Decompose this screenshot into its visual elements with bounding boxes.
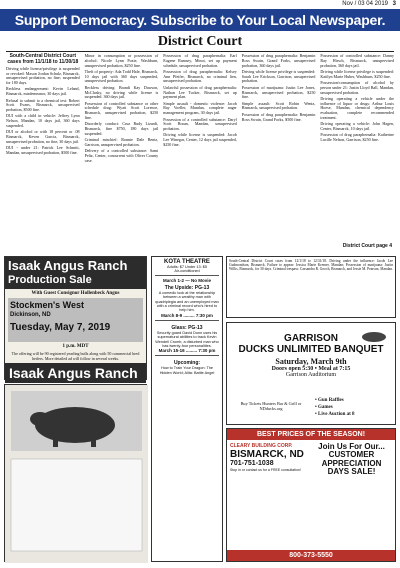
court-columns (6, 54, 394, 243)
court-entry: Possession of marijuana: Justin Lee Jones, Bismarck, unsupervised probation, $250 fine. (241, 84, 316, 100)
ticket-info: Buy Tickets Hunters Bar & Grill or NDducks.org (240, 401, 302, 411)
showing-3 (155, 355, 219, 375)
court-entry: Driving while license is suspended: Jacob Lee Winegar, Center, 12 days jail suspended, $250 fine. (163, 132, 237, 147)
court-entry: Simple assault: Scott Robin Wentz, Bismarck, unsupervised probation. (241, 100, 316, 111)
ad-footer: Isaak Angus Ranch (5, 363, 146, 383)
showing-1 (155, 275, 219, 318)
brand-name: CLEARY BUILDING CORP. (230, 443, 293, 449)
right-column (226, 256, 396, 318)
ad-date: Saturday, March 9th (275, 357, 347, 366)
page-number: 3 (392, 1, 396, 7)
court-entry: Disorderly conduct: Cruz Rudy Lizardi, Bismarck, fine $750, 180 days jail suspended. (84, 121, 159, 136)
showing-dates: March 1-2 — No Movie (162, 278, 211, 283)
court-entry: Possession of controlled substance: Danny Ray Hirsch, Bismarck, unsupervised probation, 360 days jail. (320, 53, 394, 68)
showing-desc: A comedic look at the relationship between a wealthy man with quadriplegia and an unemployed man with a criminal record who's hired to help him. (155, 291, 219, 313)
ad-right (311, 443, 392, 477)
feature-item: • Games (315, 405, 333, 410)
court-entry: DUI - under 21: Patrick Lee Schmitt, Mandan, unsupervised probation, $500 fine. (6, 145, 80, 155)
theatre-name: KOTA THEATRE (164, 259, 210, 265)
ducks-unlimited-ad (226, 322, 396, 425)
court-entry: Driving operating a vehicle under the influence of liquor or drugs: Arthur Louis Hoese, Mandan, chemical dependency evaluation, complete recommended treatment. (320, 95, 394, 120)
showing-2 (155, 320, 219, 353)
court-entry: Driving while license privilege is suspended: Sarah Lee Erickson, Garrison, unsupervised probation. (241, 68, 316, 84)
court-entry: Driving operating a vehicle: John Hagen, Center, Bismarck, 10 days jail. (320, 121, 394, 132)
court-entry: Refusal to submit to a chemical test: Robert Scott Evans, Bismarck, unsupervised probation, $500 fine. (6, 97, 80, 113)
court-entry: Theft of property: Ada Todd Hale, Bismarck, 10 days jail with 360 days suspended, unsupervised probation. (84, 68, 159, 84)
appreciation-sale: Join Us For Our... CUSTOMER APPRECIATION DAYS SALE! (318, 442, 385, 477)
ad-subtitle: Production Sale (8, 274, 92, 286)
court-entry: DUI with a child in vehicle: Jeffrey Lynn Nelson, Mandan, 10 days jail, 360 days suspended. (6, 113, 80, 128)
feature-item: • Gun Raffles (315, 398, 344, 403)
page-header (0, 0, 400, 8)
ad-topline: BEST PRICES OF THE SEASON! (227, 429, 395, 440)
showing-dates: March 15-16 ......... 7:30 pm (158, 348, 216, 354)
ad-consignor: With Guest Consignor Hollenbeck Angus (31, 291, 120, 296)
theatre-note: Air-conditioned (174, 269, 200, 273)
court-entry: Reckless driving: Brandi Kay Dawson, McClusky, no driving while license is suspended. 360 days jail. (84, 84, 159, 100)
court-cases-box: South-Central District Court cases from 12/1/18 to 12/31/18. Driving under the influence: Jacob Lee Gudmondson, Bismarck. Failure to appear: Jessica Marie Kremer, Mandan; Possession of marijuana: Justin Willis, Bismarck, for 30 days. Criminal trespass: Cassandra R. Gooch, Bismarck, and Jessie M. Pearson, Mandan. (226, 256, 396, 318)
showing-dates: March 8-9 ......... 7:30 pm (161, 312, 213, 318)
column-4 (242, 54, 316, 243)
showing-desc: How to Train Your Dragon: The Hidden World; Alita: Battle Angel (159, 366, 215, 375)
fine-print: Stop in or contact us for a FREE consultation! (230, 468, 301, 472)
feature-item: • Live Auction at 8 (315, 412, 355, 417)
court-entry: Driving while license/privilege is suspended or revoked: Mason Jordan Schulz, Bismarck, unsupervised probation, no fine; suspended for 180 days. (6, 65, 80, 86)
ad-location: Stockmen's West (10, 300, 84, 310)
court-entry: Criminal mischief: Ronnie Dale Bentz, Garrison, unsupervised probation. (84, 137, 159, 147)
court-entry: Unlawful possession of drug paraphernalia: Nathan Lee Tucker, Bismarck, set up payment plan. (163, 84, 237, 100)
court-entry: Possession of controlled substance or other schedule drug: Wyatt Scott Lorence, Bismarck, unsupervised probation, $250 fine. (84, 100, 159, 120)
stockmen-photo (4, 384, 147, 562)
court-entry: Possession of drug paraphernalia: Benjamin Ross Swain, Grand Forks, unsupervised probation, 360 days jail. (241, 53, 316, 68)
ad-event-box (8, 298, 143, 342)
cleary-building-ad (226, 428, 396, 562)
theatre-prices: Adults: $7 Under 13: $5 (167, 265, 207, 269)
isaak-angus-ad (4, 256, 147, 380)
showing-desc: Security guard David Dunn uses his supernatural abilities to track Kevin Wendell Crumb, a disturbed man who has twenty-four personalities. (155, 330, 219, 348)
column-1 (6, 54, 80, 243)
ad-body (227, 440, 395, 480)
court-entry: Possession/consumption of alcohol by person under 21: Justin Lloyd Ball, Mandan, unsupervised probation. (320, 80, 394, 95)
ad-time: Doors open 5:30 • Meal at 7:15 (271, 366, 351, 372)
ad-headline (5, 257, 146, 289)
issue-date: Nov / 03 04 2019 (342, 1, 388, 7)
court-entry: Simple assault - domestic violence: Jacob Ray Voeller, Mandan, complete anger management program, 30 days jail. (163, 100, 237, 116)
kota-theatre-ad (151, 256, 223, 562)
column-2 (85, 54, 159, 243)
court-entry: Delivery of a controlled substance: Sami Peltz, Center, concurrent with Oliver County case. (84, 148, 159, 163)
column-5 (320, 54, 394, 243)
showing-title: Upcoming: (173, 360, 201, 367)
ad-bottomline: 800-373-5550 (227, 550, 395, 561)
ad-left (230, 443, 311, 477)
court-entry: DUI or alcohol or with 18 percent or .08 Bismarck, Keven Garcia, Bismarck, unsupervised probation, no fine, 30 days jail. (6, 129, 80, 144)
ad-blurb: The offering will be 90 registered yearling bulls along with 50 commercial bred heifers. More detailed ad will follow in several weeks. (11, 351, 140, 361)
column-3 (163, 54, 237, 243)
city-name: BISMARCK, ND (230, 449, 304, 460)
ad-date: Tuesday, May 7, 2019 (10, 322, 111, 333)
continued-link[interactable]: District Court page 4 (342, 243, 392, 249)
ad-title: GARRISON (284, 333, 338, 344)
court-entry: Possession of drug paraphernalia: Earl Eugene Ramsey, Minot, set up payment schedule, unsupervised probation. (163, 53, 237, 68)
column-heading: South-Central District Court cases from 11/1/18 to 11/30/18 (7, 53, 79, 65)
ad-venue: Garrison Auditorium (285, 372, 337, 378)
section-title: District Court (157, 34, 243, 49)
showing-title: Glass: PG-13 (171, 324, 203, 331)
ad-time: 1 p.m. MDT (62, 344, 89, 349)
ad-title: Isaak Angus Ranch (8, 258, 128, 273)
cattle-photo-icon (5, 385, 148, 563)
ad-subtitle: DUCKS UNLIMITED BANQUET (238, 344, 384, 355)
court-entry: Minor in consumption or possession of alcohol: Nicole Lynn Pozie, Washburn, unsupervised probation, $250 fine. (84, 53, 159, 68)
phone-number: 701-751-1038 (230, 460, 274, 467)
section-rule (6, 51, 394, 52)
court-entry: Possession of drug paraphernalia: Kelsey Ann Pfeifer, Bismarck, no criminal lien, unsupervised probation. (163, 68, 237, 84)
court-entry: Reckless endangerment: Kevin Leland, Bismarck, misdemeanor, 30 days jail. (6, 86, 80, 97)
subscribe-banner: Support Democracy. Subscribe to Your Local Newspaper. (0, 9, 400, 31)
court-entry: Possession of drug paraphernalia: Katherine Lucille Nelson, Garrison, $250 fine. (320, 132, 394, 143)
court-entry: Driving while license privilege is suspended: Kaitlyn Marie Huber, Washburn, $250 fine. (320, 68, 394, 79)
court-entry: Possession of drug paraphernalia: Benjamin Ross Swain, Grand Forks, $500 fine. (241, 111, 316, 122)
court-entry: Possession of a controlled substance: Daryl Scott Braun, Mandan, unsupervised probation. (163, 116, 237, 132)
event-features (315, 397, 355, 418)
duck-icon (359, 329, 389, 343)
showing-title: The Upside: PG-13 (164, 285, 210, 291)
ad-city: Dickinson, ND (10, 312, 51, 318)
